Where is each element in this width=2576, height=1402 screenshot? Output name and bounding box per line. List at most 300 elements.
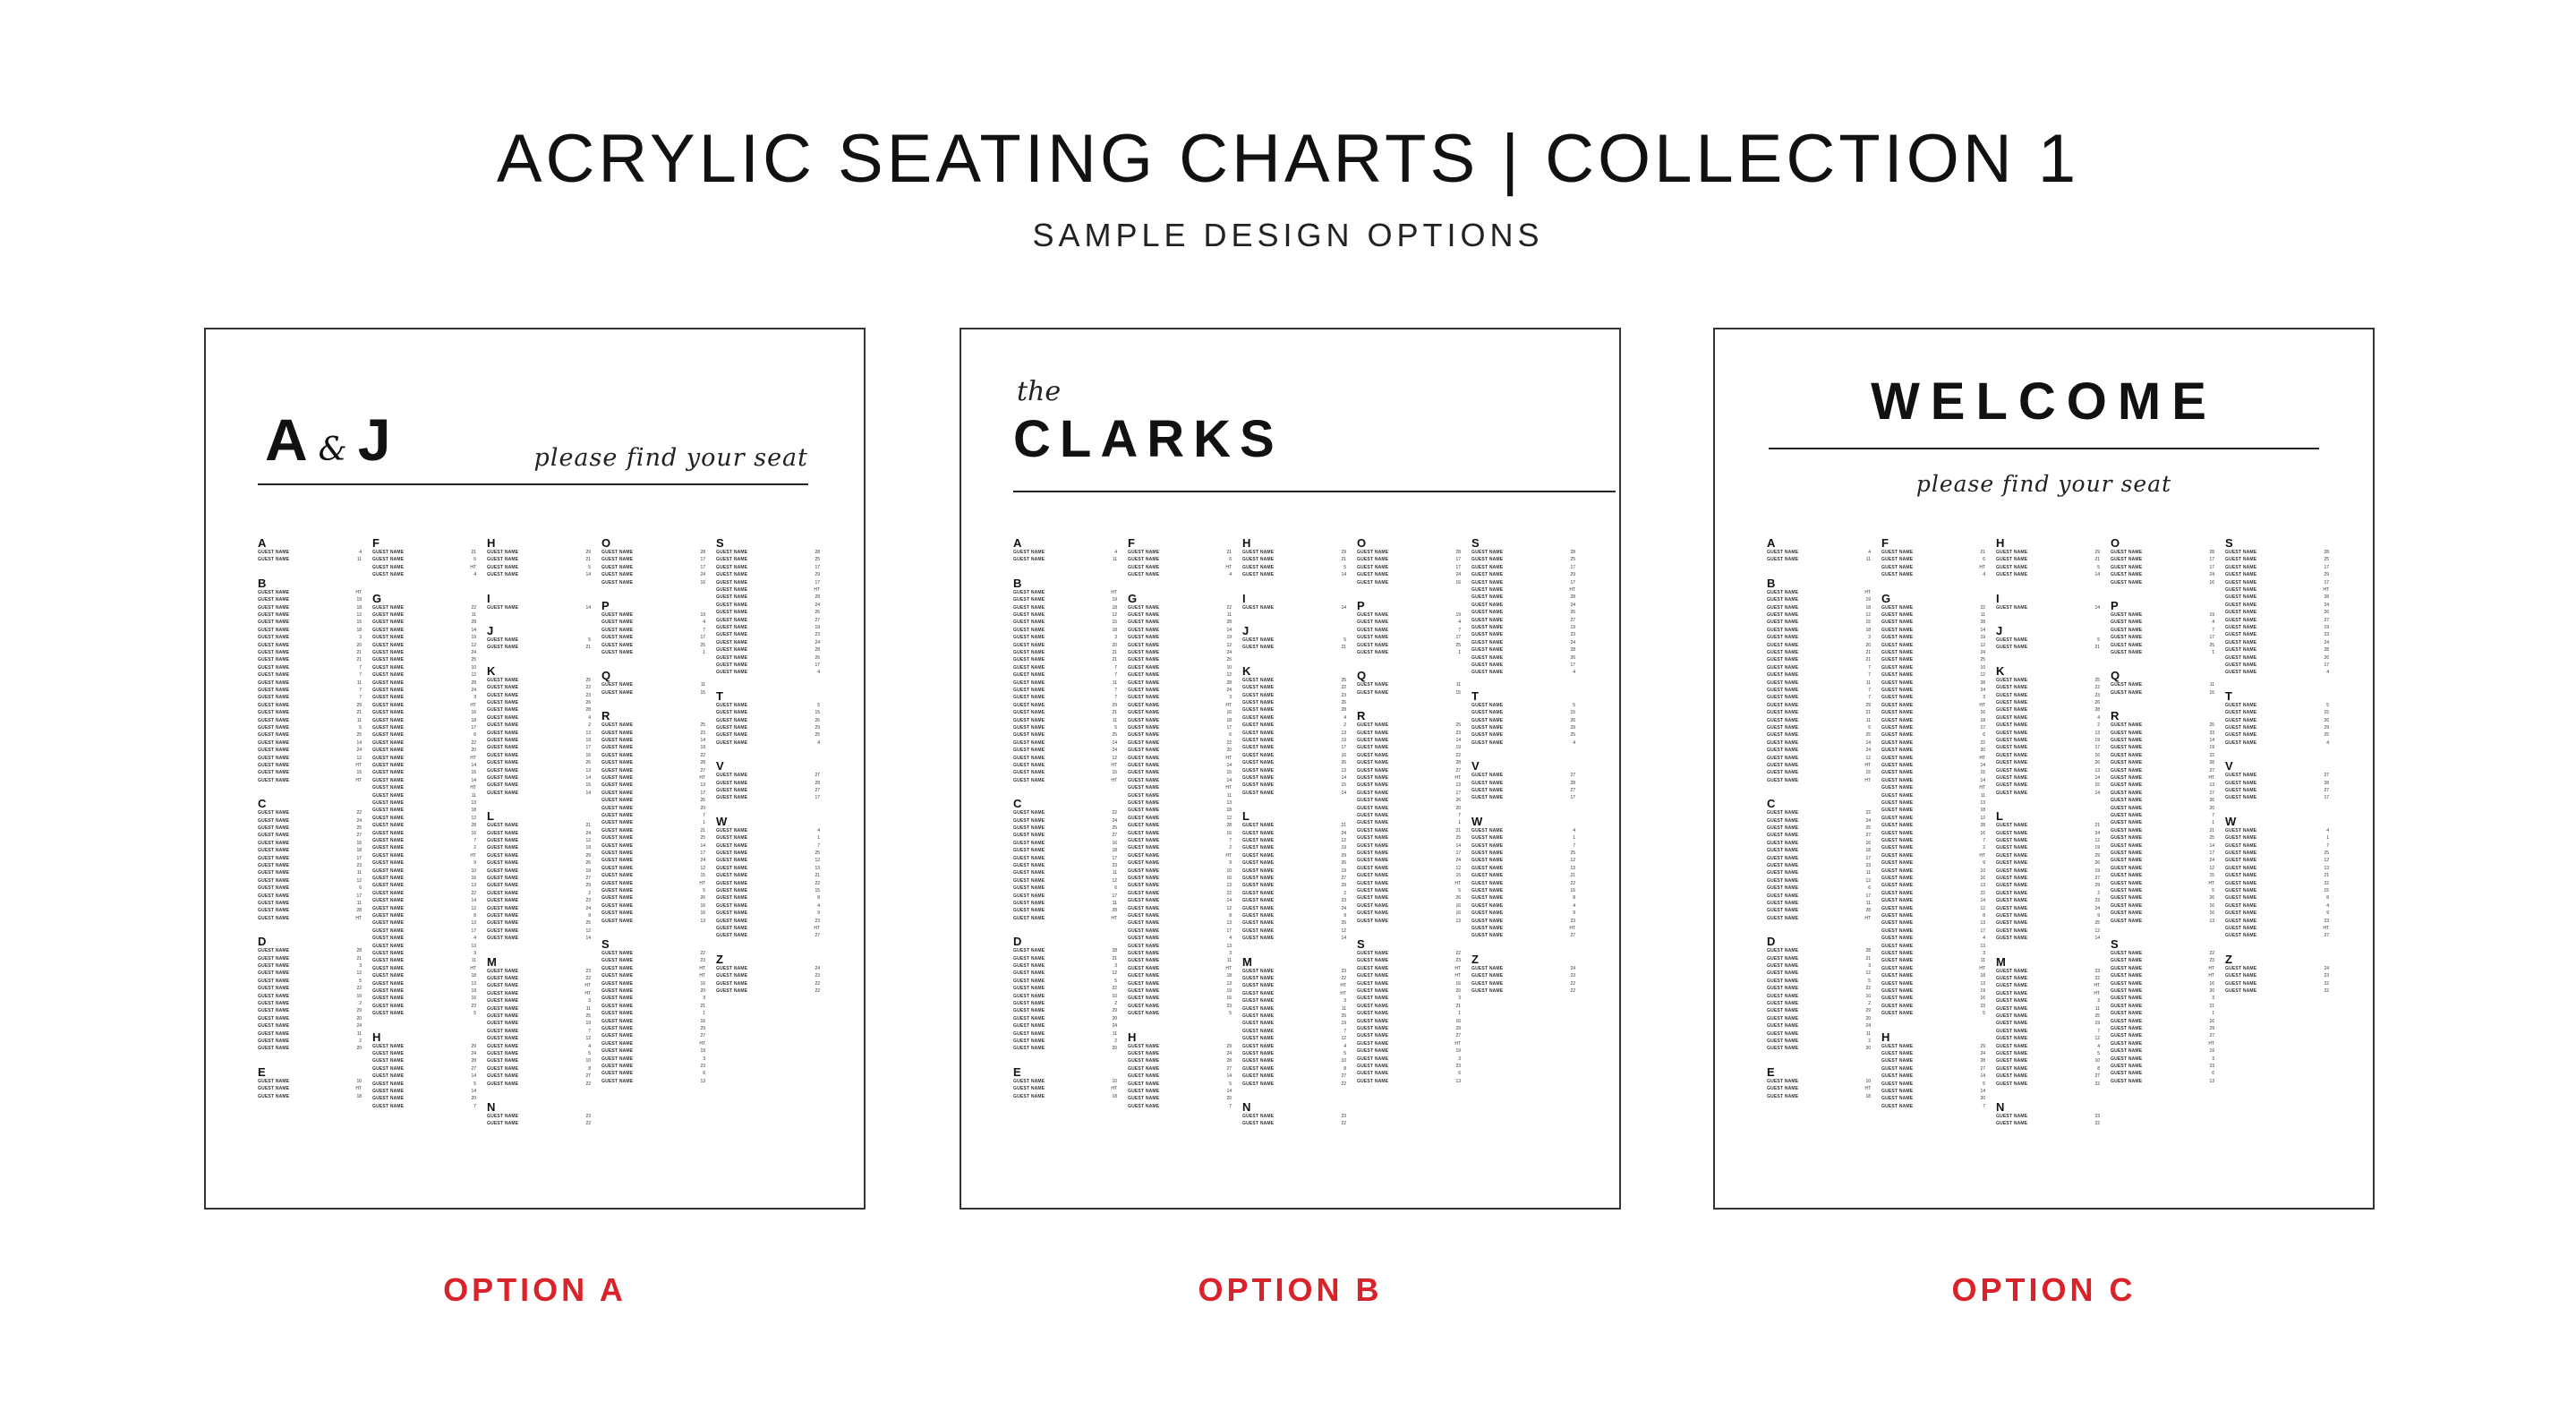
guest-name: GUEST NAME (372, 770, 405, 776)
guest-row (1471, 910, 1575, 917)
guest-name: GUEST NAME (1357, 1018, 1389, 1024)
guest-name: GUEST NAME (372, 928, 405, 934)
guest-row (1128, 612, 1232, 619)
table-number: 16 (1455, 910, 1461, 917)
table-number: 7 (1229, 838, 1232, 843)
guest-name: GUEST NAME (1996, 1043, 2028, 1049)
guest-row (1128, 800, 1232, 807)
guest-name: GUEST NAME (258, 817, 290, 824)
table-number: 17 (471, 928, 476, 934)
guest-row (601, 866, 705, 872)
table-number: 17 (1455, 557, 1461, 563)
group-letter: F (1881, 536, 1889, 550)
guest-name: GUEST NAME (1996, 1058, 2028, 1064)
guest-row (1471, 550, 1575, 556)
guest-name: GUEST NAME (487, 990, 519, 996)
page-title: ACRYLIC SEATING CHARTS | COLLECTION 1 (496, 121, 2080, 197)
table-number: 28 (1865, 948, 1871, 954)
guest-name: GUEST NAME (1881, 905, 1914, 911)
guest-name: GUEST NAME (487, 692, 519, 698)
guest-row (601, 682, 705, 688)
guest-row (2225, 725, 2329, 731)
table-number: 14 (1980, 777, 1985, 783)
guest-name: GUEST NAME (1128, 988, 1160, 994)
group-letter: V (716, 759, 724, 774)
table-number: HT (699, 880, 705, 886)
table-number: 5 (359, 725, 362, 731)
monogram-left-initial: A (265, 406, 310, 473)
guest-row (1767, 994, 1871, 1000)
group-letter: I (487, 591, 490, 605)
guest-row (1128, 550, 1232, 556)
guest-name: GUEST NAME (2111, 620, 2143, 626)
guest-name: GUEST NAME (716, 710, 748, 716)
guest-row (258, 970, 362, 977)
table-number: HT (1111, 1086, 1117, 1092)
guest-name: GUEST NAME (372, 635, 405, 641)
guest-row (716, 781, 820, 787)
table-number: 12 (585, 838, 591, 843)
table-number: 24 (815, 639, 820, 645)
guest-row (601, 951, 705, 957)
table-number: 22 (2094, 685, 2100, 691)
table-number: 13 (1226, 980, 1232, 987)
guest-row (2225, 973, 2329, 979)
guest-row (487, 637, 591, 644)
table-number: 22 (700, 951, 705, 956)
table-number: 20 (356, 1015, 362, 1022)
guest-row (1996, 557, 2100, 563)
guest-name: GUEST NAME (1767, 732, 1799, 739)
guest-name: GUEST NAME (487, 637, 519, 643)
guest-name: GUEST NAME (1767, 748, 1799, 754)
guest-row (2225, 773, 2329, 779)
table-number: HT (1225, 852, 1232, 859)
table-number: 13 (471, 980, 476, 987)
table-number: 12 (1341, 1036, 1346, 1042)
table-number: 17 (1570, 795, 1575, 801)
guest-row (258, 695, 362, 701)
table-number: 4 (1983, 936, 1985, 942)
guest-name: GUEST NAME (258, 986, 290, 992)
guest-row (1357, 722, 1461, 729)
table-number: 19 (356, 597, 362, 603)
guest-row (1471, 881, 1575, 887)
guest-row (2225, 988, 2329, 995)
guest-row (372, 906, 476, 912)
guest-name: GUEST NAME (716, 725, 748, 731)
table-number: 26 (2324, 654, 2329, 661)
guest-row (601, 919, 705, 925)
guest-row (716, 981, 820, 987)
guest-row (2111, 858, 2214, 864)
guest-row (2111, 580, 2214, 586)
table-number: 16 (1980, 710, 1985, 716)
guest-row (1767, 628, 1871, 634)
guest-name: GUEST NAME (1013, 635, 1045, 641)
guest-row (1357, 835, 1461, 842)
table-number: HT (1454, 880, 1461, 886)
guest-name: GUEST NAME (2225, 865, 2257, 871)
table-number: 1 (1573, 835, 1575, 842)
table-number: 21 (1865, 657, 1871, 663)
guest-row (372, 725, 476, 731)
table-number: 21 (1226, 550, 1232, 555)
guest-name: GUEST NAME (1013, 825, 1045, 831)
guest-row (1767, 1023, 1871, 1030)
guest-row (1357, 731, 1461, 737)
guest-name: GUEST NAME (258, 1046, 290, 1052)
guest-row (716, 835, 820, 842)
table-number: 8 (2326, 895, 2329, 902)
guest-name: GUEST NAME (372, 650, 405, 655)
table-number: 18 (1865, 604, 1871, 611)
table-number: 28 (1226, 620, 1232, 626)
guest-row (1767, 841, 1871, 847)
guest-row (1013, 590, 1117, 596)
guest-name: GUEST NAME (2111, 902, 2143, 909)
guest-name: GUEST NAME (1881, 739, 1914, 746)
table-number: 18 (1112, 848, 1117, 854)
table-number: HT (1569, 587, 1575, 593)
guest-row (487, 557, 591, 563)
guest-name: GUEST NAME (1996, 852, 2028, 859)
group-letter: H (1881, 1030, 1890, 1044)
guest-row (1128, 725, 1232, 731)
table-number: 28 (1865, 908, 1871, 914)
table-number: 19 (2094, 868, 2100, 874)
table-number: 13 (1226, 883, 1232, 889)
table-number: 21 (700, 827, 705, 834)
guest-name: GUEST NAME (1767, 550, 1799, 555)
table-number: 21 (2094, 645, 2100, 651)
table-number: 25 (2324, 557, 2329, 563)
group-letter: P (1357, 599, 1365, 612)
guest-row (601, 806, 705, 812)
table-number: 19 (1455, 612, 1461, 618)
guest-name: GUEST NAME (716, 933, 748, 939)
guest-row (1767, 778, 1871, 784)
guest-name: GUEST NAME (1996, 564, 2028, 570)
guest-row (1128, 1096, 1232, 1102)
guest-name: GUEST NAME (1767, 1008, 1799, 1014)
table-number: 11 (356, 1030, 362, 1037)
guest-row (1128, 680, 1232, 687)
group-letter: L (1242, 809, 1250, 824)
guest-name: GUEST NAME (716, 602, 748, 608)
table-number: 25 (1570, 557, 1575, 563)
guest-row (1013, 994, 1117, 1000)
guest-row (1128, 605, 1232, 611)
guest-row (1767, 810, 1871, 816)
guest-row (372, 620, 476, 626)
guest-row (1471, 594, 1575, 601)
guest-name: GUEST NAME (1242, 830, 1275, 836)
guest-row (372, 695, 476, 701)
guest-row (1881, 793, 1985, 799)
group-letter: R (601, 709, 610, 723)
table-number: 2 (588, 890, 591, 896)
table-number: 16 (1226, 996, 1232, 1002)
guest-name: GUEST NAME (2111, 1026, 2143, 1031)
table-number: 2 (588, 722, 591, 729)
table-number: 4 (2326, 827, 2329, 834)
table-number: 13 (2094, 730, 2100, 736)
group-letter: W (2225, 814, 2237, 828)
guest-row (1767, 1001, 1871, 1007)
guest-row (1357, 760, 1461, 766)
table-number: 25 (356, 825, 362, 831)
table-number: 19 (1980, 988, 1985, 994)
guest-row (1013, 979, 1117, 985)
table-number: 8 (473, 913, 476, 919)
guest-name: GUEST NAME (2225, 617, 2257, 623)
guest-row (372, 763, 476, 769)
guest-name: GUEST NAME (1242, 677, 1275, 683)
guest-row (1242, 775, 1346, 782)
guest-name: GUEST NAME (1996, 845, 2028, 851)
guest-row (1128, 763, 1232, 769)
table-number: 14 (1226, 627, 1232, 633)
guest-name: GUEST NAME (2225, 980, 2257, 987)
guest-name: GUEST NAME (372, 725, 405, 731)
table-number: 24 (471, 688, 476, 693)
guest-row (1767, 763, 1871, 769)
guest-name: GUEST NAME (1357, 627, 1389, 633)
guest-name: GUEST NAME (372, 1003, 405, 1009)
table-number: 18 (356, 1093, 362, 1099)
guest-row (1013, 878, 1117, 885)
guest-row (2225, 919, 2329, 925)
guest-name: GUEST NAME (1881, 951, 1914, 956)
guest-row (2111, 1079, 2214, 1085)
guest-row (258, 1079, 362, 1085)
table-number: 8 (1983, 913, 1985, 919)
guest-name: GUEST NAME (1013, 1086, 1045, 1092)
guest-row (1357, 753, 1461, 759)
guest-name: GUEST NAME (1357, 865, 1389, 871)
table-number: 17 (1226, 928, 1232, 934)
table-number: 19 (1570, 625, 1575, 630)
guest-name: GUEST NAME (1881, 604, 1914, 611)
guest-name: GUEST NAME (1357, 612, 1389, 618)
guest-name: GUEST NAME (601, 980, 634, 987)
table-number: 24 (1455, 858, 1461, 864)
guest-name: GUEST NAME (1013, 877, 1045, 884)
guest-row (1767, 863, 1871, 869)
table-number: 25 (815, 732, 820, 739)
guest-row (716, 710, 820, 716)
guest-name: GUEST NAME (1128, 664, 1160, 671)
guest-name: GUEST NAME (1767, 604, 1799, 611)
guest-row (1013, 810, 1117, 816)
table-number: 10 (1980, 664, 1985, 671)
table-number: 17 (1980, 928, 1985, 934)
guest-name: GUEST NAME (1242, 1036, 1275, 1042)
guest-name: GUEST NAME (601, 752, 634, 758)
group-letter: G (372, 591, 382, 605)
guest-row (372, 1011, 476, 1017)
guest-name: GUEST NAME (1881, 1065, 1914, 1072)
guest-row (372, 1051, 476, 1057)
guest-row (1471, 988, 1575, 995)
guest-name: GUEST NAME (1242, 890, 1275, 896)
guest-name: GUEST NAME (372, 672, 405, 679)
table-number: 14 (585, 572, 591, 578)
guest-row (487, 731, 591, 737)
guest-row (1013, 778, 1117, 784)
table-number: 17 (700, 635, 705, 641)
table-number: 24 (1112, 1023, 1117, 1030)
group-letter: N (1242, 1100, 1251, 1114)
guest-name: GUEST NAME (1996, 738, 2028, 743)
table-number: 27 (1865, 833, 1871, 839)
guest-name: GUEST NAME (1013, 672, 1045, 679)
table-number: 21 (1112, 710, 1117, 716)
table-number: 27 (585, 876, 591, 881)
table-number: 1 (1458, 650, 1461, 655)
group-letter: M (1996, 954, 2006, 969)
table-number: 12 (356, 877, 362, 884)
table-number: 12 (700, 865, 705, 871)
table-number: 5 (2212, 888, 2214, 893)
table-number: 26 (585, 700, 591, 705)
guest-name: GUEST NAME (1242, 883, 1275, 889)
guest-row (487, 700, 591, 706)
guest-row (1242, 976, 1346, 982)
guest-name: GUEST NAME (2111, 1011, 2143, 1017)
table-number: 19 (815, 625, 820, 630)
table-number: 28 (356, 908, 362, 914)
guest-name: GUEST NAME (1996, 700, 2028, 705)
table-number: 7 (1114, 664, 1117, 671)
table-number: 29 (2094, 883, 2100, 889)
table-number: 17 (2209, 564, 2214, 570)
table-number: 22 (356, 810, 362, 816)
guest-name: GUEST NAME (1996, 1021, 2028, 1027)
guest-row (487, 550, 591, 556)
guest-name: GUEST NAME (1128, 973, 1160, 979)
guest-row (2111, 996, 2214, 1002)
guest-name: GUEST NAME (1013, 893, 1045, 899)
guest-row (1013, 1086, 1117, 1092)
guest-row (1881, 800, 1985, 807)
guest-name: GUEST NAME (1357, 880, 1389, 886)
guest-row (258, 956, 362, 962)
guest-row (2111, 635, 2214, 641)
guest-name: GUEST NAME (1996, 1051, 2028, 1056)
table-number: 3 (1983, 951, 1985, 956)
table-number: 27 (1570, 933, 1575, 939)
guest-name: GUEST NAME (2225, 880, 2257, 886)
guest-row (1013, 680, 1117, 687)
guest-name: GUEST NAME (1881, 973, 1914, 979)
guest-row (1128, 718, 1232, 724)
guest-row (1996, 700, 2100, 706)
table-number: 21 (1112, 955, 1117, 962)
table-number: 4 (473, 936, 476, 942)
guest-row (372, 710, 476, 716)
guest-name: GUEST NAME (1767, 589, 1799, 595)
guest-row (1357, 851, 1461, 857)
table-number: 23 (2094, 1114, 2100, 1119)
table-number: 11 (356, 870, 362, 876)
guest-row (1881, 565, 1985, 571)
guest-name: GUEST NAME (2225, 639, 2257, 645)
guest-name: GUEST NAME (2225, 663, 2257, 668)
guest-name: GUEST NAME (1996, 936, 2028, 942)
guest-name: GUEST NAME (1357, 689, 1389, 696)
guest-name: GUEST NAME (1242, 557, 1275, 563)
table-number: 5 (1114, 725, 1117, 731)
table-number: 29 (1341, 550, 1346, 555)
guest-row (1128, 898, 1232, 904)
table-number: 18 (1112, 1093, 1117, 1099)
guest-row (1471, 828, 1575, 834)
guest-name: GUEST NAME (1996, 557, 2028, 563)
guest-row (2111, 895, 2214, 902)
seating-grid-b (1013, 537, 1574, 1182)
table-number: 17 (2209, 851, 2214, 856)
guest-name: GUEST NAME (1128, 657, 1160, 663)
guest-name: GUEST NAME (1881, 876, 1914, 881)
guest-row (1128, 973, 1232, 979)
guest-name: GUEST NAME (1996, 998, 2028, 1004)
table-number: 12 (1865, 612, 1871, 618)
guest-row (1242, 572, 1346, 578)
table-number: 19 (1980, 635, 1985, 641)
group-letter: E (258, 1064, 266, 1079)
guest-row (716, 881, 820, 887)
guest-row (1242, 991, 1346, 997)
guest-name: GUEST NAME (487, 700, 519, 705)
guest-row (2225, 647, 2329, 654)
guest-name: GUEST NAME (372, 1058, 405, 1064)
group-letter: S (601, 937, 610, 951)
table-number: 20 (1980, 1096, 1985, 1102)
table-number: 3 (1868, 963, 1871, 969)
guest-row (1013, 825, 1117, 832)
guest-name: GUEST NAME (1767, 650, 1799, 655)
table-number: 10 (2094, 1058, 2100, 1064)
guest-name: GUEST NAME (1357, 988, 1389, 994)
table-number: 10 (1226, 868, 1232, 874)
guest-name: GUEST NAME (1128, 890, 1160, 896)
guest-name: GUEST NAME (487, 1051, 519, 1056)
table-number: 20 (1980, 748, 1985, 754)
table-number: 18 (471, 973, 476, 979)
table-number: 4 (1343, 714, 1346, 721)
guest-row (1013, 870, 1117, 876)
table-number: 22 (585, 976, 591, 981)
guest-name: GUEST NAME (1767, 770, 1799, 776)
table-number: HT (1340, 990, 1346, 996)
guest-row (258, 901, 362, 907)
seating-chart-option-c (1713, 328, 2375, 1210)
table-number: 1 (703, 1011, 705, 1017)
guest-name: GUEST NAME (1013, 855, 1045, 861)
table-number: 19 (700, 612, 705, 618)
welcome-title: WELCOME (1871, 372, 2217, 431)
guest-row (2225, 858, 2329, 864)
guest-name: GUEST NAME (1013, 725, 1045, 731)
guest-name: GUEST NAME (487, 752, 519, 758)
guest-row (1767, 680, 1871, 687)
table-number: HT (2208, 775, 2214, 781)
group-letter: T (716, 688, 723, 703)
group-letter: Z (716, 952, 723, 966)
guest-row (487, 998, 591, 1004)
